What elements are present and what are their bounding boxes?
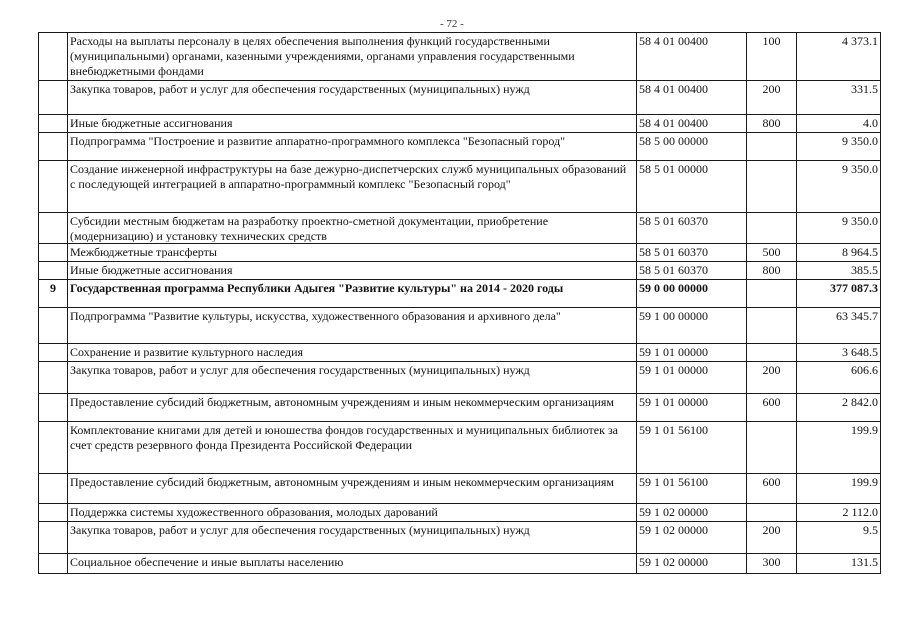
table-row xyxy=(39,33,881,81)
row-expense-type-text: 200 xyxy=(762,363,781,377)
row-number-cell xyxy=(39,308,68,344)
row-amount-cell xyxy=(797,308,881,344)
row-number-cell xyxy=(39,213,68,244)
row-number-cell xyxy=(39,504,68,522)
row-name-text: Государственная программа Республики Адыгея "Развитие культуры" на 2014 - 2020 годы xyxy=(70,281,564,295)
budget-table xyxy=(38,32,881,574)
row-amount-text: 4 373.1 xyxy=(842,34,878,48)
row-code-text: 59 1 01 00000 xyxy=(639,345,708,359)
row-number-cell xyxy=(39,344,68,362)
row-code-text: 59 1 02 00000 xyxy=(639,505,708,519)
row-code-text: 59 1 02 00000 xyxy=(639,555,708,569)
row-amount-cell xyxy=(797,504,881,522)
table-row xyxy=(39,115,881,133)
row-code-text: 59 1 02 00000 xyxy=(639,523,708,537)
row-name-text: Расходы на выплаты персоналу в целях обеспечения выполнения функций государственными (муниципальными) органами, казенными учреждениями, органами управления государственными внебюджетными фондами xyxy=(70,34,575,78)
row-expense-type-text: 800 xyxy=(762,263,781,277)
row-expense-type-cell xyxy=(747,81,797,115)
row-name-cell xyxy=(68,554,637,574)
row-code-cell xyxy=(637,474,747,504)
row-amount-text: 606.6 xyxy=(851,363,878,377)
row-name-cell xyxy=(68,81,637,115)
row-number-cell xyxy=(39,133,68,161)
row-name-text: Сохранение и развитие культурного наследия xyxy=(70,345,304,358)
row-expense-type-cell xyxy=(747,474,797,504)
row-amount-text: 9 350.0 xyxy=(842,134,878,148)
row-name-text: Подпрограмма "Развитие культуры, искусства, художественного образования и архивного дела" xyxy=(70,309,561,323)
row-expense-type-cell xyxy=(747,133,797,161)
table-row xyxy=(39,344,881,362)
row-number-cell xyxy=(39,394,68,422)
table-row xyxy=(39,394,881,422)
row-expense-type-text: 200 xyxy=(762,523,781,537)
row-expense-type-text: 800 xyxy=(762,116,781,130)
row-code-cell xyxy=(637,522,747,554)
row-code-text: 59 1 01 56100 xyxy=(639,475,708,489)
row-expense-type-text: 500 xyxy=(762,245,781,259)
row-code-cell xyxy=(637,554,747,574)
table-row xyxy=(39,262,881,280)
row-name-text: Предоставление субсидий бюджетным, автономным учреждениям и иным некоммерческим организациям xyxy=(70,475,614,489)
row-name-text: Закупка товаров, работ и услуг для обеспечения государственных (муниципальных) нужд xyxy=(70,523,530,537)
row-code-cell xyxy=(637,244,747,262)
row-name-cell xyxy=(68,504,637,522)
row-expense-type-text: 300 xyxy=(762,555,781,569)
table-row xyxy=(39,504,881,522)
row-name-cell xyxy=(68,280,637,308)
row-code-cell xyxy=(637,161,747,213)
row-name-cell xyxy=(68,244,637,262)
row-number-cell xyxy=(39,554,68,574)
row-amount-cell xyxy=(797,244,881,262)
row-amount-cell xyxy=(797,115,881,133)
row-amount-text: 9 350.0 xyxy=(842,214,878,228)
row-expense-type-cell xyxy=(747,33,797,81)
row-code-text: 59 1 01 56100 xyxy=(639,423,708,437)
row-amount-cell xyxy=(797,262,881,280)
row-expense-type-cell xyxy=(747,554,797,574)
row-code-text: 58 4 01 00400 xyxy=(639,116,708,130)
row-expense-type-cell xyxy=(747,422,797,474)
row-expense-type-cell xyxy=(747,161,797,213)
row-name-cell xyxy=(68,262,637,280)
row-name-cell xyxy=(68,133,637,161)
row-code-text: 59 1 01 00000 xyxy=(639,395,708,409)
row-code-text: 58 5 01 60370 xyxy=(639,214,708,228)
row-name-text: Социальное обеспечение и иные выплаты населению xyxy=(70,555,344,569)
row-code-cell xyxy=(637,133,747,161)
row-amount-cell xyxy=(797,280,881,308)
row-amount-text: 199.9 xyxy=(851,475,878,489)
row-expense-type-text: 600 xyxy=(762,395,781,409)
row-number-cell xyxy=(39,280,68,308)
table-row xyxy=(39,522,881,554)
row-code-cell xyxy=(637,344,747,362)
row-expense-type-cell xyxy=(747,394,797,422)
row-amount-text: 4.0 xyxy=(863,116,878,130)
row-amount-text: 9.5 xyxy=(863,523,878,537)
row-expense-type-cell xyxy=(747,522,797,554)
row-code-cell xyxy=(637,115,747,133)
table-row xyxy=(39,213,881,244)
row-code-cell xyxy=(637,504,747,522)
row-amount-text: 63 345.7 xyxy=(836,309,878,323)
row-number-cell xyxy=(39,81,68,115)
row-name-cell xyxy=(68,522,637,554)
row-name-cell xyxy=(68,394,637,422)
row-name-text: Закупка товаров, работ и услуг для обеспечения государственных (муниципальных) нужд xyxy=(70,363,530,377)
row-name-cell xyxy=(68,362,637,394)
row-amount-cell xyxy=(797,522,881,554)
row-name-cell xyxy=(68,474,637,504)
row-code-cell xyxy=(637,81,747,115)
row-name-cell xyxy=(68,115,637,133)
row-number-cell xyxy=(39,474,68,504)
row-code-cell xyxy=(637,308,747,344)
row-number-text: 9 xyxy=(50,281,56,295)
table-row xyxy=(39,422,881,474)
row-name-text: Субсидии местным бюджетам на разработку проектно-сметной документации, приобретение (модернизацию) и установку технических средств xyxy=(70,214,549,242)
row-number-cell xyxy=(39,262,68,280)
row-name-cell xyxy=(68,213,637,244)
row-name-text: Иные бюджетные ассигнования xyxy=(70,116,233,129)
row-name-text: Комплектование книгами для детей и юношества фондов государственных и муниципальных библиотек за счет средств резервного фонда Президента Российской Федерации xyxy=(70,423,619,452)
table-row xyxy=(39,554,881,574)
table-row xyxy=(39,161,881,213)
row-name-text: Межбюджетные трансферты xyxy=(70,245,217,258)
row-code-cell xyxy=(637,280,747,308)
row-expense-type-text: 600 xyxy=(762,475,781,489)
row-amount-cell xyxy=(797,133,881,161)
row-number-cell xyxy=(39,362,68,394)
row-expense-type-cell xyxy=(747,244,797,262)
row-name-cell xyxy=(68,161,637,213)
row-expense-type-cell xyxy=(747,262,797,280)
row-code-cell xyxy=(637,422,747,474)
row-amount-cell xyxy=(797,161,881,213)
row-amount-cell xyxy=(797,474,881,504)
row-name-cell xyxy=(68,33,637,81)
row-expense-type-cell xyxy=(747,362,797,394)
row-expense-type-cell xyxy=(747,115,797,133)
row-number-cell xyxy=(39,522,68,554)
row-number-cell xyxy=(39,244,68,262)
row-amount-text: 131.5 xyxy=(851,555,878,569)
row-expense-type-cell xyxy=(747,213,797,244)
row-amount-text: 385.5 xyxy=(851,263,878,277)
page-number: - 72 - xyxy=(440,18,464,30)
row-code-text: 59 0 00 00000 xyxy=(639,281,708,295)
row-code-cell xyxy=(637,33,747,81)
table-row xyxy=(39,474,881,504)
row-expense-type-cell xyxy=(747,280,797,308)
row-amount-text: 9 350.0 xyxy=(842,162,878,176)
row-code-text: 58 5 01 60370 xyxy=(639,245,708,259)
row-name-cell xyxy=(68,422,637,474)
row-name-cell xyxy=(68,344,637,362)
row-amount-cell xyxy=(797,394,881,422)
row-code-text: 59 1 01 00000 xyxy=(639,363,708,377)
row-name-text: Закупка товаров, работ и услуг для обеспечения государственных (муниципальных) нужд xyxy=(70,82,530,96)
row-name-text: Подпрограмма "Построение и развитие аппаратно-программного комплекса "Безопасный город" xyxy=(70,134,566,148)
row-amount-text: 2 112.0 xyxy=(842,505,878,519)
table-row xyxy=(39,362,881,394)
row-code-text: 58 4 01 00400 xyxy=(639,82,708,96)
row-code-text: 58 5 00 00000 xyxy=(639,134,708,148)
row-name-text: Предоставление субсидий бюджетным, автономным учреждениям и иным некоммерческим организациям xyxy=(70,395,614,409)
row-name-text: Иные бюджетные ассигнования xyxy=(70,263,233,276)
row-amount-text: 2 842.0 xyxy=(842,395,878,409)
row-expense-type-text: 200 xyxy=(762,82,781,96)
row-expense-type-cell xyxy=(747,344,797,362)
row-number-cell xyxy=(39,161,68,213)
row-amount-cell xyxy=(797,33,881,81)
row-code-text: 58 5 01 60370 xyxy=(639,263,708,277)
row-name-cell xyxy=(68,308,637,344)
table-row xyxy=(39,244,881,262)
row-code-text: 58 4 01 00400 xyxy=(639,34,708,48)
row-code-cell xyxy=(637,394,747,422)
row-code-text: 58 5 01 00000 xyxy=(639,162,708,176)
row-code-cell xyxy=(637,362,747,394)
row-amount-cell xyxy=(797,554,881,574)
row-name-text: Поддержка системы художественного образования, молодых дарований xyxy=(70,505,438,518)
row-amount-cell xyxy=(797,213,881,244)
row-amount-text: 8 964.5 xyxy=(842,245,878,259)
row-amount-cell xyxy=(797,344,881,362)
table-row xyxy=(39,133,881,161)
row-amount-text: 331.5 xyxy=(851,82,878,96)
row-name-text: Создание инженерной инфраструктуры на базе дежурно-диспетчерских служб муниципальных образований с последующей интеграцией в аппаратно-программный комплекс "Безопасный город" xyxy=(70,162,627,191)
row-code-text: 59 1 00 00000 xyxy=(639,309,708,323)
row-number-cell xyxy=(39,115,68,133)
row-amount-cell xyxy=(797,362,881,394)
row-amount-cell xyxy=(797,81,881,115)
row-code-cell xyxy=(637,213,747,244)
table-row xyxy=(39,81,881,115)
row-number-cell xyxy=(39,33,68,81)
row-expense-type-cell xyxy=(747,504,797,522)
row-expense-type-text: 100 xyxy=(762,34,781,48)
row-code-cell xyxy=(637,262,747,280)
row-amount-text: 199.9 xyxy=(851,423,878,437)
row-amount-text: 3 648.5 xyxy=(842,345,878,359)
table-row xyxy=(39,308,881,344)
row-amount-text: 377 087.3 xyxy=(830,281,878,295)
table-row xyxy=(39,280,881,308)
row-amount-cell xyxy=(797,422,881,474)
row-number-cell xyxy=(39,422,68,474)
row-expense-type-cell xyxy=(747,308,797,344)
